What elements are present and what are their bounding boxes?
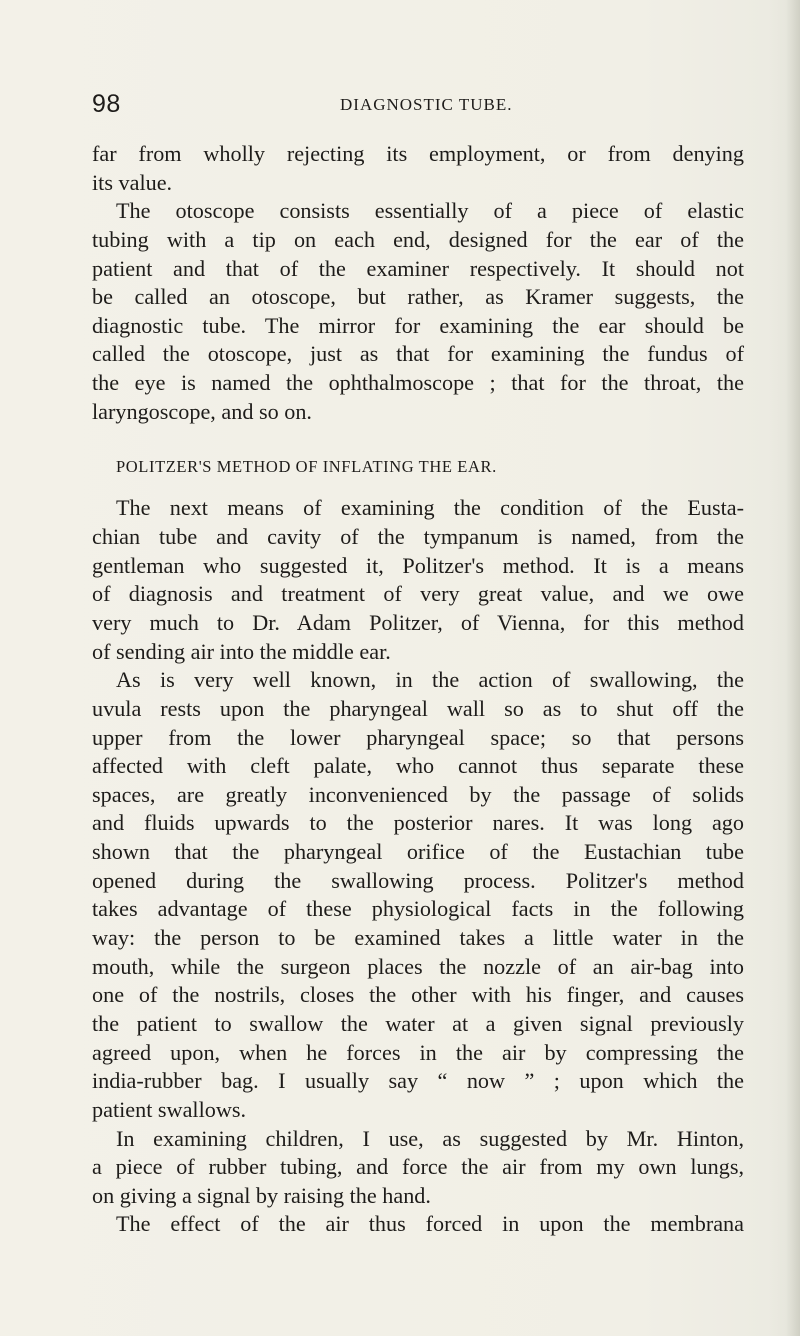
paragraph-1 [92,140,744,197]
text-line: spaces, are greatly inconvenienced by the passage of solids [92,781,744,807]
text-line: shown that the pharyngeal orifice of the Eustachian tube [92,839,744,865]
text-line: patient swallows. [92,1096,247,1122]
section-heading: POLITZER'S METHOD OF INFLATING THE EAR. [116,457,497,477]
page-number: 98 [92,90,121,118]
text-line: agreed upon, when he forces in the air by compressing the [92,1039,744,1065]
paragraph-2 [92,197,744,426]
text-line: mouth, while the surgeon places the nozzle of an air-bag into [92,953,744,979]
running-title: DIAGNOSTIC TUBE. [340,95,513,114]
text-line: the patient to swallow the water at a given signal previously [92,1010,744,1036]
text-line: gentleman who suggested it, Politzer's method. It is a means [92,552,744,578]
text-line: affected with cleft palate, who cannot thus separate these [92,753,744,779]
text-line: In examining children, I use, as suggested by Mr. Hinton, [116,1125,744,1151]
text-line: and fluids upwards to the posterior nares. It was long ago [92,810,744,836]
text-line: of diagnosis and treatment of very great value, and we owe [92,581,744,607]
text-line: a piece of rubber tubing, and force the air from my own lungs, [92,1154,744,1180]
paragraph-3 [92,494,744,666]
text-line: upper from the lower pharyngeal space; so that persons [92,724,744,750]
text-line: its value. [92,169,173,195]
text-line: way: the person to be examined takes a little water in the [92,925,744,951]
body-text [92,140,744,1239]
paragraph-5 [92,1125,744,1211]
text-line: of sending air into the middle ear. [92,638,391,664]
paragraph-6 [92,1210,744,1239]
text-line: diagnostic tube. The mirror for examining the ear should be [92,312,744,338]
paragraph-4 [92,666,744,1124]
text-line: be called an otoscope, but rather, as Kramer suggests, the [92,284,744,310]
text-line: The otoscope consists essentially of a piece of elastic [116,198,744,224]
text-line: patient and that of the examiner respectively. It should not [92,255,744,281]
running-head [92,90,742,120]
text-line: uvula rests upon the pharyngeal wall so as to shut off the [92,695,744,721]
page-edge-shadow [786,0,800,1336]
text-line: india-rubber bag. I usually say “ now ” ; upon which the [92,1068,744,1094]
text-line: laryngoscope, and so on. [92,398,312,424]
text-line: very much to Dr. Adam Politzer, of Vienna, for this method [92,609,744,635]
text-line: As is very well known, in the action of swallowing, the [116,667,744,693]
text-line: tubing with a tip on each end, designed for the ear of the [92,226,744,252]
text-line: opened during the swallowing process. Politzer's method [92,867,744,893]
text-line: chian tube and cavity of the tympanum is named, from the [92,524,744,550]
text-line: called the otoscope, just as that for examining the fundus of [92,341,744,367]
text-line: takes advantage of these physiological facts in the following [92,896,744,922]
text-line: the eye is named the ophthalmoscope ; that for the throat, the [92,370,744,396]
text-line: The effect of the air thus forced in upon the membrana [116,1211,744,1237]
text-line: on giving a signal by raising the hand. [92,1182,431,1208]
text-line: one of the nostrils, closes the other with his finger, and causes [92,982,744,1008]
text-line: far from wholly rejecting its employment, or from denying [92,141,744,166]
text-line: The next means of examining the condition of the Eusta- [116,495,744,521]
